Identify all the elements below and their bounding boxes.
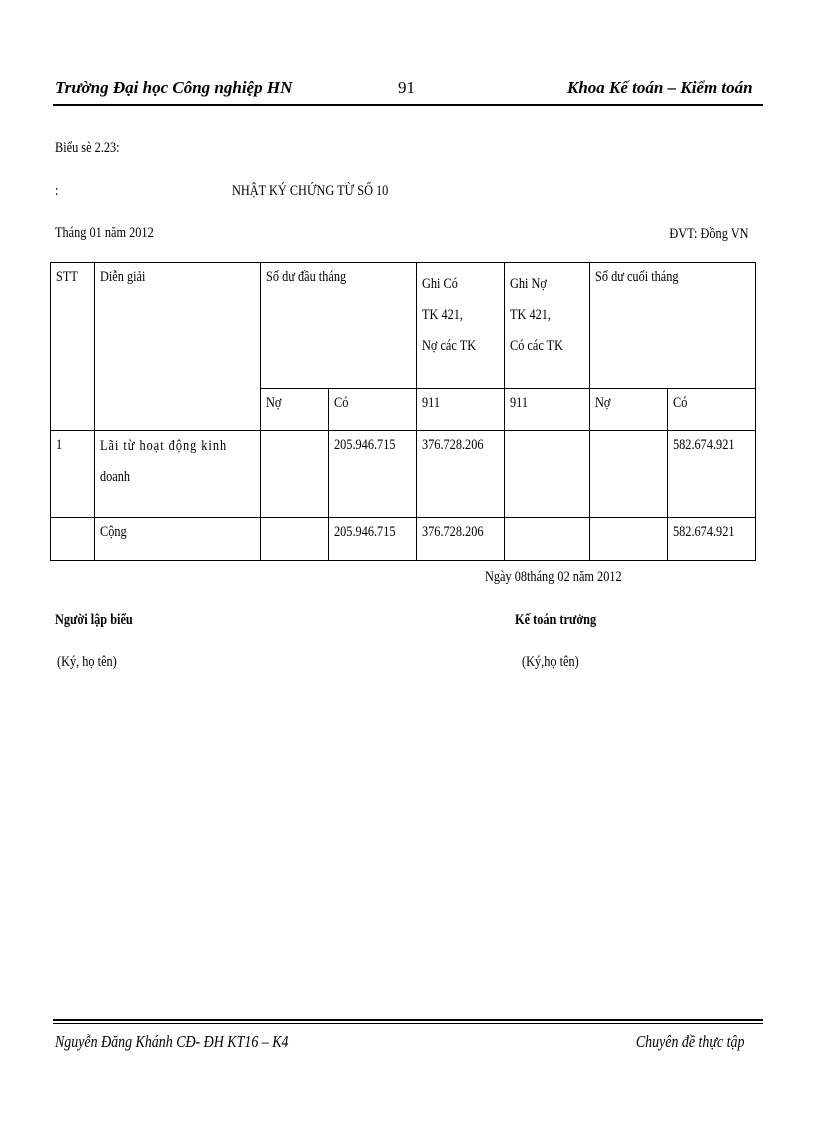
header-stt: STT	[51, 263, 95, 431]
row-credit-911: 376.728.206	[417, 431, 505, 518]
header-desc: Diễn giải	[95, 263, 261, 431]
sub-credit-911: 911	[417, 389, 505, 431]
total-stt	[51, 518, 95, 561]
total-closing-debit	[589, 518, 667, 561]
row-desc: Lãi từ hoạt động kinh doanh	[95, 431, 261, 518]
sub-closing-credit: Có	[667, 389, 756, 431]
total-opening-credit: 205.946.715	[328, 518, 416, 561]
table-row	[51, 431, 756, 518]
unit-text: ĐVT: Đồng VN	[668, 226, 748, 242]
total-debit-911	[504, 518, 589, 561]
total-opening-debit	[261, 518, 328, 561]
header-debit-421: Ghi Nợ TK 421, Có các TK	[504, 263, 589, 389]
total-closing-credit: 582.674.921	[667, 518, 756, 561]
sub-debit-911: 911	[504, 389, 589, 431]
header-rule	[53, 104, 763, 106]
row-closing-credit: 582.674.921	[667, 431, 756, 518]
preparer-note: (Ký, họ tên)	[57, 654, 117, 670]
journal-table	[50, 262, 756, 561]
page-title: NHẬT KÝ CHỨNG TỪ SỐ 10	[232, 183, 389, 199]
row-debit-911	[504, 431, 589, 518]
row-opening-debit	[261, 431, 328, 518]
sub-opening-debit: Nợ	[261, 389, 328, 431]
sub-opening-credit: Có	[328, 389, 416, 431]
page-number: 91	[398, 78, 415, 97]
period-label: Tháng 01 năm 2012	[55, 225, 154, 241]
footer-title: Chuyên đề thực tập	[635, 1032, 744, 1051]
header-faculty: Khoa Kế toán – Kiểm toán	[567, 78, 753, 97]
header-row-1	[51, 263, 756, 389]
chief-accountant-note: (Ký,họ tên)	[522, 654, 579, 670]
footer-author: Nguyễn Đăng Khánh CĐ- ĐH KT16 – K4	[55, 1032, 289, 1051]
total-label: Cộng	[95, 518, 261, 561]
header-credit-421: Ghi Có TK 421, Nợ các TK	[417, 263, 505, 389]
total-credit-911: 376.728.206	[417, 518, 505, 561]
footer-rule-bottom	[53, 1023, 763, 1024]
row-stt: 1	[51, 431, 95, 518]
row-closing-debit	[589, 431, 667, 518]
header-opening: Số dư đầu tháng	[261, 263, 417, 389]
chief-accountant-title: Kế toán trưởng	[515, 612, 597, 628]
header-school: Trường Đại học Công nghiệp HN	[55, 78, 293, 97]
unit-label	[620, 225, 748, 243]
form-code: Biểu sè 2.23:	[55, 140, 120, 156]
header-closing: Số dư cuối tháng	[589, 263, 755, 389]
colon-mark: :	[55, 183, 59, 199]
sub-closing-debit: Nợ	[589, 389, 667, 431]
date-line: Ngày 08tháng 02 năm 2012	[485, 569, 622, 585]
footer-title-wrap	[560, 1032, 744, 1052]
preparer-title: Người lập biểu	[55, 612, 133, 628]
footer-rule-top	[53, 1019, 763, 1021]
row-opening-credit: 205.946.715	[328, 431, 416, 518]
total-row	[51, 518, 756, 561]
